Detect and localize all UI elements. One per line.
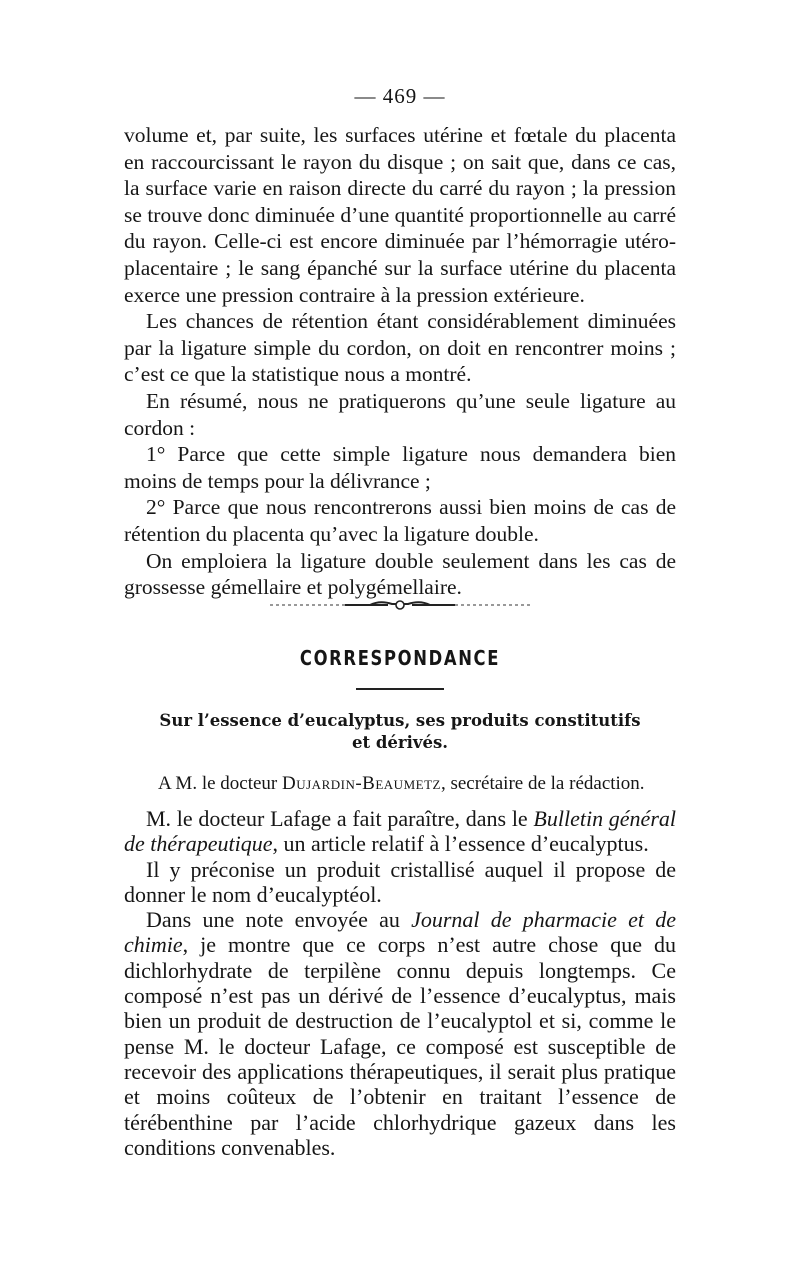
page-number: — 469 — <box>354 84 446 108</box>
letter-paragraph <box>124 907 676 1160</box>
article-title-line: Sur l’essence d’eucalyptus, ses produits constitutifs <box>159 711 641 730</box>
paragraph: Les chances de rétention étant considérablement diminuées par la ligature simple du cordon, on doit en rencontrer moins ; c’est ce que la statistique nous a montré. <box>124 309 676 387</box>
paragraph: En résumé, nous ne pratiquerons qu’une seule ligature au cordon : <box>124 388 676 440</box>
ornamental-divider <box>270 598 530 612</box>
text-run: M. le docteur Lafage a fait paraître, dans le <box>146 806 534 831</box>
section-title: CORRESPONDANCE <box>299 646 501 670</box>
letter-paragraph: Il y préconise un produit cristallisé auquel il propose de donner le nom d’eucalyptéol. <box>124 856 676 907</box>
address-prefix: A M. le docteur <box>158 773 283 794</box>
body-text-top <box>124 122 676 601</box>
letter-address <box>158 772 678 796</box>
address-suffix: , secrétaire de la rédaction. <box>440 773 645 794</box>
list-item: 1° Parce que cette simple ligature nous demandera bien moins de temps pour la délivrance ; <box>124 442 676 493</box>
title-rule <box>356 688 444 690</box>
text-run: , un article relatif à l’essence d’eucalyptus. <box>272 831 649 857</box>
letter-body <box>124 806 676 1160</box>
article-title <box>124 710 676 754</box>
letter-paragraph <box>124 806 676 857</box>
journal-title: Bulletin général de thérapeutique <box>124 806 676 857</box>
journal-title: Journal de pharmacie et de chimie <box>124 907 676 958</box>
list-item: 2° Parce que nous rencontrerons aussi bien moins de cas de rétention du placenta qu’avec la ligature double. <box>124 495 676 546</box>
paragraph: On emploiera la ligature double seulement dans les cas de grossesse gémellaire et polygémellaire. <box>124 548 676 600</box>
text-run: , je montre que ce corps n’est autre chose que du dichlorhydrate de terpilène connu depuis longtemps. Ce composé n’est pas un dérivé de l’essence d’eucalyptus, mais bien un produit de destruction de l’eucalyptol et si, comme le pense M. le docteur Lafage, ce composé est susceptible de recevoir des applications thérapeutiques, il serait plus pratique et moins coûteux de l’obtenir en traitant l’essence de térébenthine par l’acide chlorhydrique gazeux dans les conditions convenables. <box>124 932 676 1160</box>
paragraph: volume et, par suite, les surfaces utérine et fœtale du placenta en raccourcissant le rayon du disque ; on sait que, dans ce cas, la surface varie en raison directe du carré du rayon ; la pression se trouve donc diminuée d’une quantité proportionnelle au carré du rayon. Celle-ci est encore diminuée par l’hémorragie utéro-placentaire ; le sang épanché sur la surface utérine du placenta exerce une pression contraire à la pression extérieure. <box>124 123 676 307</box>
addressee-name: Dujardin-Beaumetz <box>282 773 441 794</box>
article-title-line: et dérivés. <box>352 733 448 752</box>
text-run: Dans une note envoyée au <box>146 907 412 933</box>
